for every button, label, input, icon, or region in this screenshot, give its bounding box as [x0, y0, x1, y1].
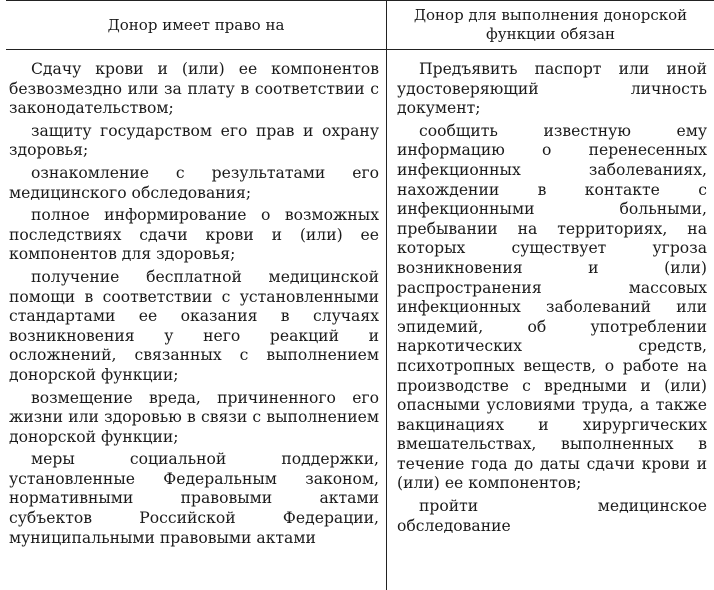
- column-divider: [386, 1, 387, 590]
- rights-duties-table: [6, 0, 714, 590]
- header-rights: Донор имеет право на: [107, 15, 285, 34]
- duties-item-2: сообщить известную ему информацию о перенесенных инфекционных заболеваниях, нахождении в контакте с инфекционными больными, пребывании на территориях, на которых существует угроза возникновения и (или) распространения массовых инфекционных заболеваний или эпидемий, об употреблении наркотических средств, психотропных веществ, о работе на производстве с вредными и (или) опасными условиями труда, а также вакцинациях и хирургических вмешательствах, выполненных в течение года до даты сдачи крови и (или) ее компонентов;: [397, 121, 707, 493]
- header-duties: Донор для выполнения донорской функции обязан: [413, 6, 688, 43]
- duties-item-1: Предъявить паспорт или иной удостоверяющий личность документ;: [397, 60, 707, 118]
- rights-column: [9, 60, 379, 551]
- rights-item-1: Сдачу крови и (или) ее компонентов безвозмездно или за плату в соответствии с законодательством;: [9, 60, 379, 118]
- duties-column: [397, 60, 707, 539]
- rights-item-4: полное информирование о возможных последствиях сдачи крови и (или) ее компонентов для здоровья;: [9, 206, 379, 264]
- rights-item-7: меры социальной поддержки, установленные Федеральным законом, нормативными правовыми актами субъектов Российской Федерации, муниципальными правовыми актами: [9, 450, 379, 547]
- duties-item-3: пройти медицинское обследование: [397, 497, 707, 535]
- rights-item-3: ознакомление с результатами его медицинского обследования;: [9, 163, 379, 202]
- rights-item-2: защиту государством его прав и охрану здоровья;: [9, 121, 379, 160]
- rights-item-5: получение бесплатной медицинской помощи в соответствии с установленными стандартами ее оказания в случаях возникновения у него реакций и осложнений, связанных с выполнением донорской функции;: [9, 267, 379, 384]
- header-divider: [6, 49, 714, 50]
- rights-item-6: возмещение вреда, причиненного его жизни или здоровью в связи с выполнением донорской функции;: [9, 388, 379, 446]
